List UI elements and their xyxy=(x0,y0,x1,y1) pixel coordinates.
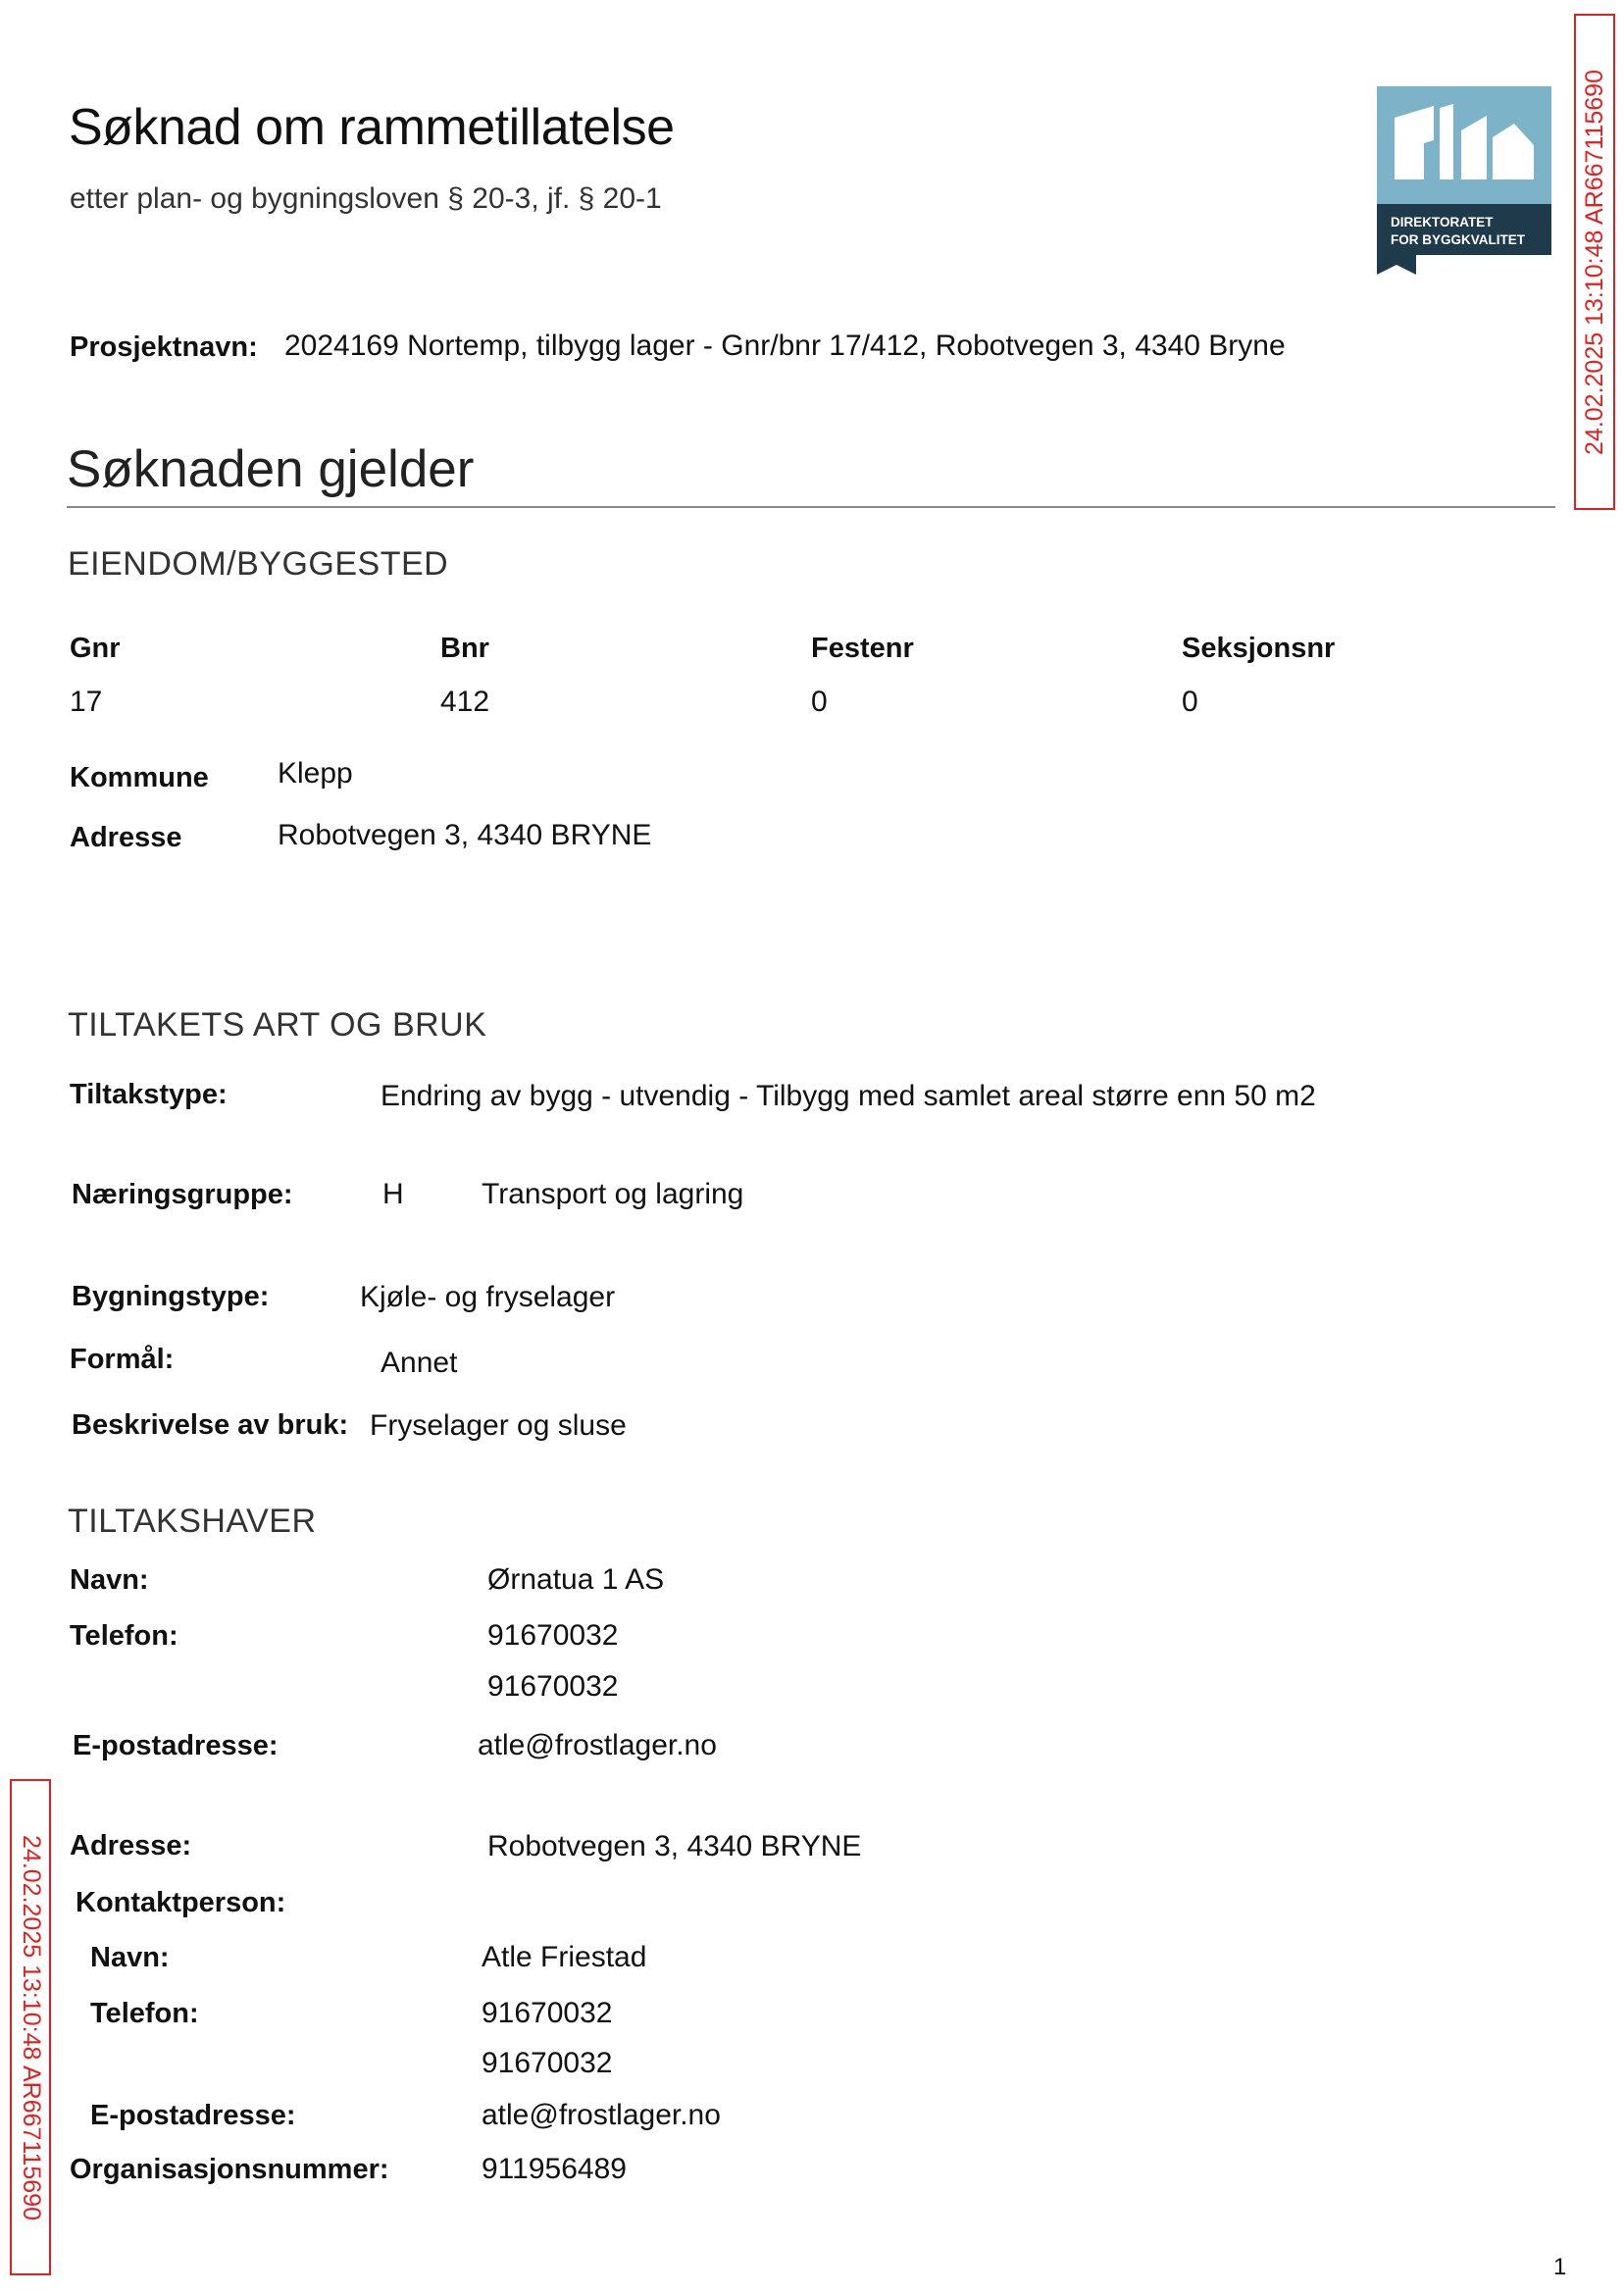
bruk-value: Fryselager og sluse xyxy=(370,1409,627,1442)
adresse-value: Robotvegen 3, 4340 BRYNE xyxy=(278,819,652,851)
tiltakshaver-telefon-label: Telefon: xyxy=(70,1620,178,1652)
project-value: 2024169 Nortemp, tilbygg lager - Gnr/bnr 17/412, Robotvegen 3, 4340 Bryne xyxy=(284,330,1286,362)
kommune-label: Kommune xyxy=(70,762,209,793)
timestamp-stamp-left xyxy=(10,1779,51,2275)
organisasjonsnummer-value: 911956489 xyxy=(482,2153,627,2185)
eiendom-heading: EIENDOM/BYGGESTED xyxy=(68,545,449,583)
seksjonsnr-header: Seksjonsnr xyxy=(1182,633,1336,664)
tiltakshaver-navn-value: Ørnatua 1 AS xyxy=(487,1563,665,1596)
kontakt-epost-text[interactable]: atle@frostlager.no xyxy=(482,2099,721,2131)
document-subtitle: etter plan- og bygningsloven § 20-3, jf. § 20-1 xyxy=(70,182,662,215)
tiltakshaver-heading: TILTAKSHAVER xyxy=(68,1503,317,1540)
bygningstype-label: Bygningstype: xyxy=(72,1281,270,1312)
logo-line2: FOR BYGGKVALITET xyxy=(1391,232,1525,247)
kontakt-telefon-label: Telefon: xyxy=(90,1998,199,2029)
kontakt-telefon-value-1: 91670032 xyxy=(482,1997,613,2029)
bnr-header: Bnr xyxy=(440,633,489,664)
bnr-value: 412 xyxy=(440,686,490,718)
dibk-logo xyxy=(1377,86,1551,275)
bruk-label: Beskrivelse av bruk: xyxy=(72,1409,349,1441)
tiltakshaver-navn-label: Navn: xyxy=(70,1564,149,1596)
page-number: 1 xyxy=(1553,2254,1567,2280)
seksjonsnr-value: 0 xyxy=(1182,686,1198,718)
kommune-value: Klepp xyxy=(278,757,353,790)
adresse-label: Adresse xyxy=(70,822,182,853)
naeringsgruppe-code: H xyxy=(382,1178,404,1210)
tiltakstype-value: Endring av bygg - utvendig - Tilbygg med samlet areal større enn 50 m2 xyxy=(381,1080,1316,1112)
stamp-text-right: 24.02.2025 13:10:48 AR667115690 xyxy=(1580,69,1608,455)
tiltakshaver-adresse-value: Robotvegen 3, 4340 BRYNE xyxy=(487,1830,862,1862)
kontakt-epost-value[interactable] xyxy=(482,2099,721,2132)
stamp-text-left: 24.02.2025 13:10:48 AR667115690 xyxy=(17,1834,45,2220)
kontakt-telefon-value-2: 91670032 xyxy=(482,2047,613,2079)
kontakt-navn-value: Atle Friestad xyxy=(482,1941,647,1973)
kontakt-epost-label: E-postadresse: xyxy=(90,2100,296,2131)
formal-value: Annet xyxy=(381,1347,458,1379)
festenr-header: Festenr xyxy=(811,633,914,664)
gnr-value: 17 xyxy=(70,686,103,718)
tiltakshaver-telefon-value-2: 91670032 xyxy=(487,1670,619,1703)
festenr-value: 0 xyxy=(811,686,828,718)
bygningstype-value: Kjøle- og fryselager xyxy=(360,1281,616,1313)
tiltakstype-label: Tiltakstype: xyxy=(70,1079,228,1110)
tiltakshaver-epost-value[interactable] xyxy=(478,1729,717,1762)
naeringsgruppe-value: Transport og lagring xyxy=(482,1178,744,1210)
tiltakshaver-epost-text[interactable]: atle@frostlager.no xyxy=(478,1729,717,1761)
section-divider xyxy=(67,506,1555,508)
organisasjonsnummer-label: Organisasjonsnummer: xyxy=(70,2154,389,2185)
section-title: Søknaden gjelder xyxy=(67,440,475,498)
formal-label: Formål: xyxy=(70,1344,175,1375)
timestamp-stamp-right xyxy=(1574,14,1615,510)
kontakt-navn-label: Navn: xyxy=(90,1942,170,1973)
tiltakshaver-epost-label: E-postadresse: xyxy=(73,1730,279,1761)
tiltakshaver-telefon-value-1: 91670032 xyxy=(487,1619,619,1652)
tiltakshaver-adresse-label: Adresse: xyxy=(70,1830,192,1861)
gnr-header: Gnr xyxy=(70,633,121,664)
document-title: Søknad om rammetillatelse xyxy=(69,99,675,156)
tiltak-heading: TILTAKETS ART OG BRUK xyxy=(68,1006,487,1044)
kontaktperson-label: Kontaktperson: xyxy=(76,1887,286,1918)
project-label: Prosjektnavn: xyxy=(70,331,258,363)
logo-line1: DIREKTORATET xyxy=(1391,215,1494,229)
naeringsgruppe-label: Næringsgruppe: xyxy=(72,1179,293,1210)
